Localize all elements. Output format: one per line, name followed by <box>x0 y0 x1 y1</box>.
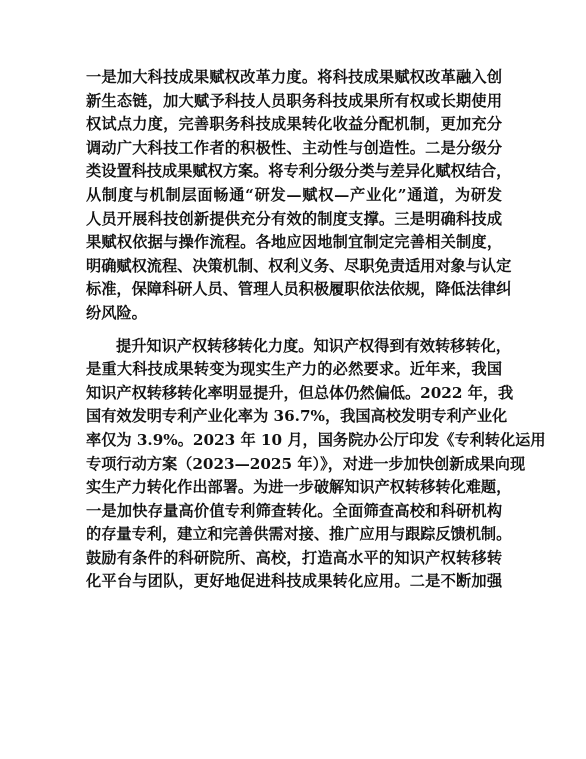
paragraph-2 <box>86 335 546 595</box>
text-line: 明确赋权流程、决策机制、权利义务、尽职免责适用对象与认定 <box>86 256 512 275</box>
text-line: 纷风险。 <box>86 303 147 322</box>
text-line: 率仅为 3.9%。2023 年 10 月，国务院办公厅印发《专利转化运用 <box>86 430 546 449</box>
text-line: 是重大科技成果转变为现实生产力的必然要求。近年来，我国 <box>86 360 502 379</box>
text-line: 的存量专利，建立和完善供需对接、推广应用与跟踪反馈机制。 <box>86 525 512 544</box>
text-line: 人员开展科技创新提供充分有效的制度支撑。三是明确科技成 <box>86 209 502 228</box>
text-line: 一是加大科技成果赋权改革力度。将科技成果赋权改革融入创 <box>86 68 502 86</box>
paragraph-spacer <box>86 326 502 335</box>
text-line: 从制度与机制层面畅通“研发—赋权—产业化”通道，为研发 <box>86 185 502 204</box>
text-line: 新生态链，加大赋予科技人员职务科技成果所有权或长期使用 <box>86 91 502 110</box>
text-line: 权试点力度，完善职务科技成果转化收益分配机制，更加充分 <box>86 115 502 134</box>
text-line: 化平台与团队，更好地促进科技成果转化应用。二是不断加强 <box>86 572 502 591</box>
text-line: 国有效发明专利产业化率为 36.7%，我国高校发明专利产业化 <box>86 407 508 426</box>
text-line: 调动广大科技工作者的积极性、主动性与创造性。二是分级分 <box>86 138 502 157</box>
text-line: 类设置科技成果赋权方案。将专利分级分类与差异化赋权结合， <box>86 162 512 181</box>
text-line: 果赋权依据与操作流程。各地应因地制宜制定完善相关制度， <box>86 233 502 252</box>
text-line: 知识产权转移转化率明显提升，但总体仍然偏低。2022 年，我 <box>86 383 514 402</box>
text-line: 鼓励有条件的科研院所、高校，打造高水平的知识产权转移转 <box>86 548 502 567</box>
text-line: 实生产力转化作出部署。为进一步破解知识产权转移转化难题， <box>86 478 512 497</box>
body-text <box>86 66 546 594</box>
text-line: 一是加快存量高价值专利筛查转化。全面筛查高校和科研机构 <box>86 501 502 520</box>
text-line: 标准，保障科研人员、管理人员积极履职依法依规，降低法律纠 <box>86 280 512 299</box>
paragraph-1 <box>86 66 512 326</box>
text-line: 提升知识产权转移转化力度。知识产权得到有效转移转化， <box>116 336 511 355</box>
text-line: 专项行动方案（2023—2025 年）》，对进一步加快创新成果向现 <box>86 454 526 473</box>
